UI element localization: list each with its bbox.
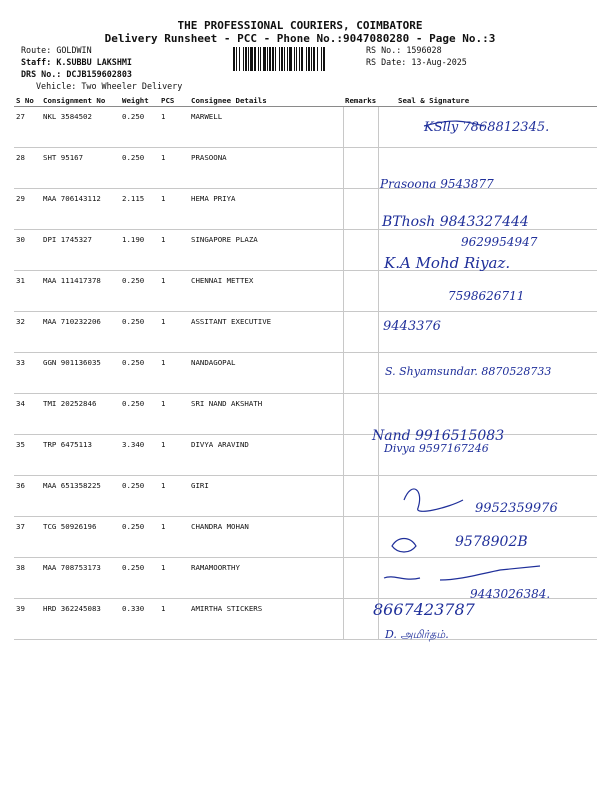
row-pcs: 1 bbox=[159, 435, 189, 476]
barcode-bar bbox=[311, 47, 312, 71]
row-weight: 2.115 bbox=[120, 189, 159, 230]
barcode-bar bbox=[267, 47, 268, 71]
row-pcs: 1 bbox=[159, 517, 189, 558]
barcode-bar bbox=[250, 47, 253, 71]
row-sno: 33 bbox=[14, 353, 41, 394]
col-header-pcs: PCS bbox=[159, 94, 189, 107]
row-pcs: 1 bbox=[159, 599, 189, 640]
row-remarks bbox=[343, 107, 378, 148]
row-pcs: 1 bbox=[159, 476, 189, 517]
row-consignee: CHANDRA MOHAN bbox=[189, 517, 343, 558]
barcode-image bbox=[233, 47, 358, 71]
route-info bbox=[21, 45, 92, 55]
row-sno: 29 bbox=[14, 189, 41, 230]
table-row bbox=[14, 271, 597, 312]
table-row bbox=[14, 394, 597, 435]
col-header-consignment: Consignment No bbox=[41, 94, 120, 107]
table-row bbox=[14, 189, 597, 230]
row-consignment: SHT 95167 bbox=[41, 148, 120, 189]
table-row bbox=[14, 148, 597, 189]
runsheet-subtitle: Delivery Runsheet - PCC - Phone No.:9047080280 - Page No.:3 bbox=[104, 32, 496, 45]
row-pcs: 1 bbox=[159, 107, 189, 148]
signature-row-34: Nand 9916515083 bbox=[372, 428, 505, 444]
barcode-bar bbox=[260, 47, 261, 71]
row-remarks bbox=[343, 230, 378, 271]
col-header-consignee: Consignee Details bbox=[189, 94, 343, 107]
barcode-bar bbox=[323, 47, 325, 71]
row-signature-cell bbox=[378, 435, 597, 476]
runsheet-title: THE PROFESSIONAL COURIERS, COIMBATORE bbox=[177, 19, 423, 32]
signature-row-38: 9443026384. bbox=[470, 587, 551, 601]
row-sno: 39 bbox=[14, 599, 41, 640]
signature-row-39-phone: 8667423787 bbox=[373, 600, 475, 619]
row-weight: 0.250 bbox=[120, 476, 159, 517]
barcode-bar bbox=[239, 47, 240, 71]
row-weight: 0.250 bbox=[120, 353, 159, 394]
table-header-row bbox=[14, 94, 597, 107]
signature-row-28: Prasoona 9543877 bbox=[380, 177, 494, 191]
col-header-signature: Seal & Signature bbox=[378, 94, 597, 107]
barcode-bar bbox=[306, 47, 307, 71]
signature-row-30-name: K.A Mohd Riyaz. bbox=[384, 254, 511, 272]
table-row bbox=[14, 312, 597, 353]
row-consignee: DIVYA ARAVIND bbox=[189, 435, 343, 476]
row-consignment: TRP 6475113 bbox=[41, 435, 120, 476]
barcode-bar bbox=[236, 47, 237, 71]
rs-date-value: 13-Aug-2025 bbox=[411, 57, 467, 67]
table-row bbox=[14, 107, 597, 148]
row-signature-cell bbox=[378, 189, 597, 230]
vehicle-label: Vehicle: bbox=[36, 81, 77, 91]
row-remarks bbox=[343, 271, 378, 312]
row-sno: 34 bbox=[14, 394, 41, 435]
row-consignee: RAMAMOORTHY bbox=[189, 558, 343, 599]
signature-row-33: S. Shyamsundar. 8870528733 bbox=[385, 365, 552, 378]
row-weight: 3.340 bbox=[120, 435, 159, 476]
row-sno: 31 bbox=[14, 271, 41, 312]
row-pcs: 1 bbox=[159, 189, 189, 230]
row-signature-cell bbox=[378, 517, 597, 558]
rs-date-info bbox=[366, 57, 467, 67]
row-consignee: MARWELL bbox=[189, 107, 343, 148]
barcode-bar bbox=[275, 47, 276, 71]
rs-no-info bbox=[366, 45, 442, 55]
barcode-bar bbox=[272, 47, 274, 71]
row-signature-cell bbox=[378, 558, 597, 599]
barcode-bar bbox=[258, 47, 259, 71]
row-weight: 0.250 bbox=[120, 107, 159, 148]
row-consignee: NANDAGOPAL bbox=[189, 353, 343, 394]
row-signature-cell bbox=[378, 599, 597, 640]
row-remarks bbox=[343, 558, 378, 599]
signature-row-39-name: D. அமிர்தம். bbox=[385, 628, 449, 641]
row-weight: 0.250 bbox=[120, 394, 159, 435]
barcode-bar bbox=[243, 47, 244, 71]
row-sno: 37 bbox=[14, 517, 41, 558]
runsheet-table bbox=[14, 94, 597, 640]
row-sno: 36 bbox=[14, 476, 41, 517]
table-row bbox=[14, 230, 597, 271]
barcode-bar bbox=[281, 47, 283, 71]
table-row bbox=[14, 435, 597, 476]
barcode-bar bbox=[308, 47, 310, 71]
vehicle-info bbox=[36, 81, 182, 91]
row-weight: 0.250 bbox=[120, 148, 159, 189]
row-consignment: TMI 20252846 bbox=[41, 394, 120, 435]
barcode-bar bbox=[296, 47, 297, 71]
row-remarks bbox=[343, 394, 378, 435]
table-row bbox=[14, 517, 597, 558]
row-remarks bbox=[343, 312, 378, 353]
row-weight: 0.250 bbox=[120, 312, 159, 353]
row-consignment: MAA 651358225 bbox=[41, 476, 120, 517]
vehicle-value: Two Wheeler Delivery bbox=[81, 81, 183, 91]
table-row bbox=[14, 353, 597, 394]
drs-label: DRS No.: bbox=[21, 69, 62, 79]
barcode-bar bbox=[289, 47, 292, 71]
row-remarks bbox=[343, 189, 378, 230]
signature-row-35: Divya 9597167246 bbox=[384, 442, 489, 455]
row-signature-cell bbox=[378, 271, 597, 312]
barcode-bar bbox=[313, 47, 315, 71]
barcode-bar bbox=[233, 47, 235, 71]
barcode-bar bbox=[299, 47, 300, 71]
signature-row-27-name: KSlly 7868812345. bbox=[424, 120, 550, 135]
row-signature-cell bbox=[378, 476, 597, 517]
row-sno: 27 bbox=[14, 107, 41, 148]
barcode-bar bbox=[248, 47, 249, 71]
staff-value: K.SUBBU LAKSHMI bbox=[56, 57, 132, 67]
row-consignee: CHENNAI METTEX bbox=[189, 271, 343, 312]
row-sno: 35 bbox=[14, 435, 41, 476]
barcode-bar bbox=[321, 47, 322, 71]
row-consignee: SINGAPORE PLAZA bbox=[189, 230, 343, 271]
row-signature-cell bbox=[378, 107, 597, 148]
signature-row-30-phone: 9629954947 bbox=[461, 235, 538, 249]
row-weight: 0.250 bbox=[120, 271, 159, 312]
row-sno: 28 bbox=[14, 148, 41, 189]
signature-row-32: 9443376 bbox=[383, 319, 441, 334]
route-label: Route: bbox=[21, 45, 52, 55]
signature-row-29: BThosh 9843327444 bbox=[382, 214, 529, 230]
row-consignment: MAA 706143112 bbox=[41, 189, 120, 230]
barcode-bar bbox=[284, 47, 285, 71]
barcode-bar bbox=[245, 47, 247, 71]
barcode-bar bbox=[294, 47, 295, 71]
barcode-bar bbox=[263, 47, 266, 71]
row-pcs: 1 bbox=[159, 148, 189, 189]
row-consignee: ASSITANT EXECUTIVE bbox=[189, 312, 343, 353]
barcode-bar bbox=[254, 47, 256, 71]
row-signature-cell bbox=[378, 312, 597, 353]
table-row bbox=[14, 476, 597, 517]
barcode-bar bbox=[269, 47, 271, 71]
row-weight: 0.250 bbox=[120, 517, 159, 558]
row-weight: 0.250 bbox=[120, 558, 159, 599]
barcode-bar bbox=[301, 47, 303, 71]
col-header-remarks: Remarks bbox=[345, 95, 377, 105]
table-row bbox=[14, 558, 597, 599]
row-consignment: TCG 50926196 bbox=[41, 517, 120, 558]
row-consignment: MAA 710232206 bbox=[41, 312, 120, 353]
staff-info bbox=[21, 57, 132, 67]
drs-value: DCJB159602803 bbox=[66, 69, 132, 79]
row-remarks bbox=[343, 476, 378, 517]
row-signature-cell bbox=[378, 353, 597, 394]
row-signature-cell bbox=[378, 230, 597, 271]
col-header-weight: Weight bbox=[120, 94, 159, 107]
row-remarks bbox=[343, 517, 378, 558]
signature-row-37: 9578902B bbox=[455, 534, 528, 550]
row-pcs: 1 bbox=[159, 558, 189, 599]
row-consignment: HRD 362245083 bbox=[41, 599, 120, 640]
signature-row-36: 9952359976 bbox=[475, 501, 558, 516]
row-remarks bbox=[343, 353, 378, 394]
row-consignment: MAA 111417378 bbox=[41, 271, 120, 312]
barcode-bar bbox=[279, 47, 280, 71]
route-value: GOLDWIN bbox=[56, 45, 92, 55]
row-pcs: 1 bbox=[159, 394, 189, 435]
signature-row-31: 7598626711 bbox=[448, 289, 525, 303]
row-consignment: NKL 3584502 bbox=[41, 107, 120, 148]
row-pcs: 1 bbox=[159, 353, 189, 394]
row-consignee: PRASOONA bbox=[189, 148, 343, 189]
row-remarks bbox=[343, 435, 378, 476]
row-weight: 1.190 bbox=[120, 230, 159, 271]
barcode-bar bbox=[317, 47, 318, 71]
row-consignment: DPI 1745327 bbox=[41, 230, 120, 271]
row-pcs: 1 bbox=[159, 271, 189, 312]
col-header-sno: S No bbox=[14, 94, 41, 107]
row-weight: 0.330 bbox=[120, 599, 159, 640]
row-pcs: 1 bbox=[159, 230, 189, 271]
row-remarks bbox=[343, 148, 378, 189]
row-pcs: 1 bbox=[159, 312, 189, 353]
row-remarks bbox=[343, 599, 378, 640]
row-consignee: AMIRTHA STICKERS bbox=[189, 599, 343, 640]
row-signature-cell bbox=[378, 148, 597, 189]
rs-no-value: 1596028 bbox=[406, 45, 442, 55]
row-signature-cell bbox=[378, 394, 597, 435]
row-consignee: SRI NAND AKSHATH bbox=[189, 394, 343, 435]
row-consignment: MAA 708753173 bbox=[41, 558, 120, 599]
barcode-bar bbox=[287, 47, 288, 71]
row-consignee: HEMA PRIYA bbox=[189, 189, 343, 230]
drs-info bbox=[21, 69, 132, 79]
row-sno: 32 bbox=[14, 312, 41, 353]
row-consignee: GIRI bbox=[189, 476, 343, 517]
row-consignment: GGN 901136035 bbox=[41, 353, 120, 394]
table-row bbox=[14, 599, 597, 640]
rs-date-label: RS Date: bbox=[366, 57, 407, 67]
row-sno: 30 bbox=[14, 230, 41, 271]
staff-label: Staff: bbox=[21, 57, 52, 67]
row-sno: 38 bbox=[14, 558, 41, 599]
rs-no-label: RS No.: bbox=[366, 45, 402, 55]
